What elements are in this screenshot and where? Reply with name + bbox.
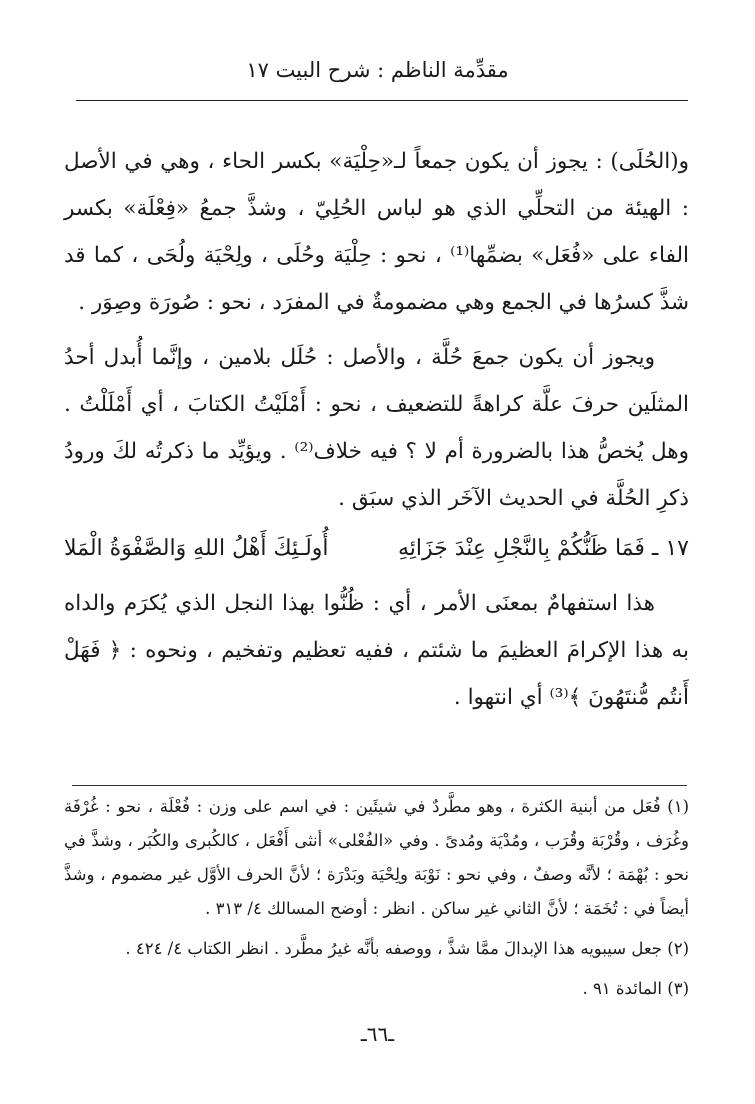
footnote-1: (١) فُعَل من أبنية الكثرة ، وهو مطَّردٌ في شيئَين : في اسم على وزن : فُعْلَة ، نحو : غُرْفَة وغُرَف ، وقُرْبَة وقُرَب ، ومُدْيَة ومُدىً . وفي «الفُعْلى» أنثى أَفْعَل ، كالكُبرى والكُبَر ، وشذَّ في نحو : بُهْمَة ؛ لأنَّه وصفٌ ، وفي نحو : نَوْبَة ولِحْيَة وبَدْرَة ؛ لأنَّ الحرف الأوَّل غير مضموم ، وشذَّ أيضاً في : تُخَمَة ؛ لأنَّ الثاني غير ساكن . انظر : أوضح المسالك ٤/ ٣١٣ . bbox=[64, 797, 689, 918]
header-rule bbox=[76, 100, 688, 101]
footnote-3: (٣) المائدة ٩١ . bbox=[582, 979, 689, 998]
verse-17 bbox=[64, 526, 689, 572]
page-number: ـ٦٦ـ bbox=[360, 1022, 395, 1046]
paragraph-verse-commentary: هذا استفهامٌ بمعنَى الأمر ، أي : ظُنُّوا بهذا النجل الذي يُكرَم والداه به هذا الإكرامَ العظيمَ ما شئتم ، ففيه تعظيم وتفخيم ، ونحوه : ﴿ فَهَلْ أَنتُم مُّنتَهُونَ ﴾⁽³⁾ أي انتهوا . bbox=[64, 591, 689, 710]
main-text bbox=[64, 138, 689, 721]
footnotes bbox=[64, 790, 689, 1006]
running-head: مقدِّمة الناظم : شرح البيت ١٧ bbox=[246, 58, 509, 82]
paragraph-hulla-plural: ويجوز أن يكون جمعَ حُلَّة ، والأصل : حُلَل بلامين ، وإنَّما أُبدل أحدُ المثلَين حرفَ علَّة كراهةً للتضعيف ، نحو : أَمْلَيْتُ الكتابَ ، أي أَمْلَلْتُ . وهل يُخصُّ هذا بالضرورة أم لا ؟ فيه خلاف⁽²⁾ . ويؤيِّد ما ذكرتُه لكَ ورودُ ذكرِ الحُلَّة في الحديث الآخَر الذي سبَق . bbox=[64, 345, 689, 511]
footnote-2: (٢) جعل سيبويه هذا الإبدالَ ممَّا شذَّ ، ووصفه بأنَّه غيرُ مطَّرد . انظر الكتاب ٤/ ٤٢٤ . bbox=[125, 939, 689, 958]
paragraph-hula-meaning: و(الحُلَى) : يجوز أن يكون جمعاً لـ«حِلْيَة» بكسر الحاء ، وهي في الأصل : الهيئة من التحلِّي الذي هو لباس الحُلِيّ ، وشذَّ جمعُ «فِعْلَة» بكسر الفاء على «فُعَل» بضمِّها⁽¹⁾ ، نحو : حِلْيَة وحُلَى ، ولِحْيَة ولُحَى ، كما قد شذَّ كسرُها في الجمع وهي مضمومةٌ في المفرَد ، نحو : صُورَة وصِوَر . bbox=[64, 149, 689, 315]
footnote-rule bbox=[72, 785, 687, 786]
verse-second-hemistich: أُولَـئِكَ أَهْلُ اللهِ وَالصَّفْوَةُ الْمَلا bbox=[64, 536, 329, 561]
verse-first-hemistich: ١٧ ـ فَمَا ظَنُّكُمْ بِالنَّجْلِ عِنْدَ جَزَائِهِ bbox=[397, 536, 689, 561]
